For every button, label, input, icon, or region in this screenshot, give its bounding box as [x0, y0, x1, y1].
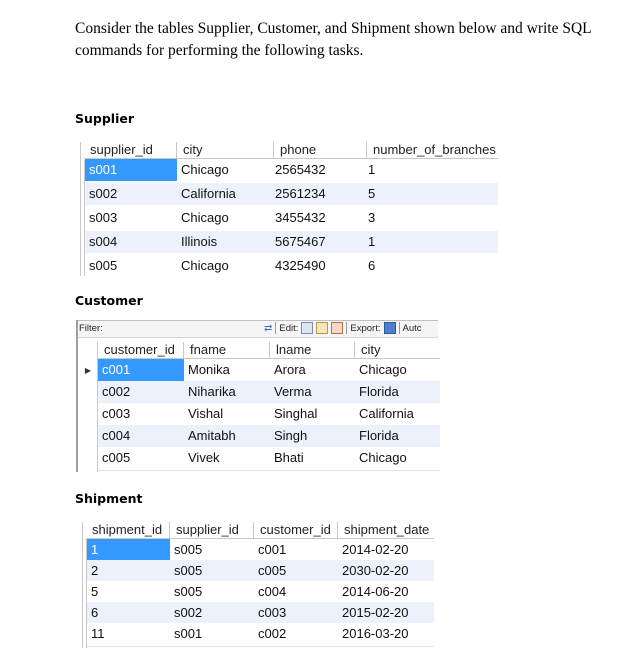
table-cell[interactable]: c003 — [258, 604, 287, 620]
table-row[interactable] — [98, 447, 440, 469]
customer-header — [98, 342, 440, 359]
table-cell[interactable]: Singh — [274, 428, 308, 443]
supplier-title: Supplier — [75, 111, 135, 126]
table-cell[interactable]: s005 — [174, 562, 203, 578]
table-cell[interactable]: 1 — [368, 162, 376, 177]
table-row[interactable] — [85, 207, 498, 229]
table-cell[interactable]: 2565432 — [275, 162, 326, 177]
filter-label[interactable]: Filter: — [79, 323, 103, 334]
table-cell[interactable]: 2015-02-20 — [342, 604, 409, 620]
refresh-icon[interactable]: ⇄ — [264, 322, 273, 334]
table-cell[interactable]: 5675467 — [275, 234, 326, 249]
customer-title: Customer — [75, 293, 143, 308]
table-cell[interactable]: c001 — [258, 541, 287, 557]
table-cell[interactable]: c005 — [258, 562, 287, 578]
table-cell[interactable]: s001 — [85, 159, 177, 181]
table-cell[interactable]: 6 — [91, 604, 99, 620]
table-row[interactable] — [87, 602, 434, 623]
table-row[interactable] — [87, 539, 434, 560]
column-header[interactable]: number_of_branches — [373, 142, 496, 157]
table-cell[interactable]: 1 — [87, 539, 170, 560]
table-row[interactable] — [98, 425, 440, 447]
table-cell[interactable]: Chicago — [359, 450, 407, 465]
table-cell[interactable]: 3455432 — [275, 210, 326, 225]
delete-row-icon[interactable] — [331, 322, 343, 334]
table-row[interactable] — [78, 359, 440, 381]
table-cell[interactable]: Chicago — [181, 210, 229, 225]
table-cell[interactable]: c002 — [258, 625, 287, 641]
table-cell[interactable]: Vishal — [188, 406, 224, 421]
table-cell[interactable]: California — [359, 406, 414, 421]
table-cell[interactable]: c001 — [98, 359, 184, 381]
column-header[interactable]: shipment_id — [86, 522, 170, 539]
customer-grid-toolbar — [76, 320, 438, 338]
table-cell[interactable]: Chicago — [359, 362, 407, 377]
column-header[interactable]: fname — [184, 342, 270, 359]
shipment-title: Shipment — [75, 491, 143, 506]
table-cell[interactable]: Chicago — [181, 162, 229, 177]
shipment-table — [82, 522, 434, 648]
customer-table — [76, 342, 440, 472]
table-cell[interactable]: 5 — [91, 583, 99, 599]
table-cell[interactable]: Illinois — [181, 234, 218, 249]
export-label: Export: — [350, 322, 381, 334]
table-cell[interactable]: Monika — [188, 362, 230, 377]
autosize-label[interactable]: Autc — [402, 322, 422, 334]
table-cell[interactable]: s005 — [89, 258, 118, 273]
table-cell[interactable]: 5 — [368, 186, 376, 201]
table-cell[interactable]: 11 — [91, 625, 105, 641]
table-cell[interactable]: 1 — [368, 234, 376, 249]
table-cell[interactable]: 2 — [91, 562, 99, 578]
table-row[interactable] — [98, 381, 440, 403]
export-icon[interactable] — [384, 322, 396, 334]
column-header[interactable]: city — [177, 142, 274, 159]
table-row[interactable] — [87, 560, 434, 581]
table-cell[interactable]: s005 — [174, 583, 203, 599]
table-cell[interactable]: c002 — [102, 384, 131, 399]
table-cell[interactable]: 4325490 — [275, 258, 326, 273]
table-cell[interactable]: Verma — [274, 384, 312, 399]
table-row[interactable] — [87, 623, 434, 644]
table-row[interactable] — [85, 159, 498, 181]
table-cell[interactable]: 2014-06-20 — [342, 583, 409, 599]
table-row[interactable] — [87, 581, 434, 602]
table-cell[interactable]: Bhati — [274, 450, 304, 465]
column-header[interactable]: phone — [274, 142, 367, 159]
toolbar-separator — [346, 322, 347, 334]
toolbar-separator — [275, 322, 276, 334]
table-cell[interactable]: s002 — [89, 186, 118, 201]
column-header[interactable]: lname — [270, 342, 355, 359]
current-row-indicator-icon: ▶ — [84, 365, 92, 375]
table-cell[interactable]: c003 — [102, 406, 131, 421]
table-cell[interactable]: s005 — [174, 541, 203, 557]
table-row[interactable] — [85, 255, 498, 277]
table-cell[interactable]: 2014-02-20 — [342, 541, 409, 557]
add-row-icon[interactable] — [316, 322, 328, 334]
table-cell[interactable]: 2561234 — [275, 186, 326, 201]
edit-label: Edit: — [279, 322, 299, 334]
table-cell[interactable]: 2030-02-20 — [342, 562, 409, 578]
column-header[interactable]: city — [361, 342, 381, 357]
table-cell[interactable]: c004 — [258, 583, 287, 599]
shipment-header — [86, 522, 434, 539]
supplier-header — [84, 142, 498, 159]
table-cell[interactable]: s004 — [89, 234, 118, 249]
table-cell[interactable]: s001 — [174, 625, 203, 641]
table-row[interactable] — [85, 231, 498, 253]
edit-row-icon[interactable] — [301, 322, 313, 334]
column-header[interactable]: shipment_date — [344, 522, 430, 537]
toolbar-separator — [399, 322, 400, 334]
column-header[interactable]: supplier_id — [170, 522, 254, 539]
table-cell[interactable]: 2016-03-20 — [342, 625, 409, 641]
table-cell[interactable]: Florida — [359, 428, 399, 443]
column-header[interactable]: customer_id — [98, 342, 184, 359]
table-cell[interactable]: Arora — [274, 362, 306, 377]
table-cell[interactable]: s002 — [174, 604, 203, 620]
table-cell[interactable]: Chicago — [181, 258, 229, 273]
table-cell[interactable]: Florida — [359, 384, 399, 399]
table-cell[interactable]: Amitabh — [188, 428, 236, 443]
table-cell[interactable]: 6 — [368, 258, 376, 273]
table-row[interactable] — [98, 403, 440, 425]
intro-paragraph: Consider the tables Supplier, Customer, and Shipment shown below and write SQL commands for performing the following tasks. — [75, 20, 592, 59]
table-cell[interactable]: s003 — [89, 210, 118, 225]
table-row[interactable] — [85, 183, 498, 205]
column-header[interactable]: customer_id — [254, 522, 338, 539]
table-cell[interactable]: c005 — [102, 450, 131, 465]
column-header[interactable]: supplier_id — [84, 142, 177, 159]
supplier-table — [80, 142, 498, 276]
table-cell[interactable]: Niharika — [188, 384, 236, 399]
table-cell[interactable]: Singhal — [274, 406, 318, 421]
edit-group — [264, 322, 422, 334]
table-cell[interactable]: California — [181, 186, 236, 201]
table-cell[interactable]: Vivek — [188, 450, 220, 465]
table-cell[interactable]: 3 — [368, 210, 376, 225]
table-cell[interactable]: c004 — [102, 428, 131, 443]
